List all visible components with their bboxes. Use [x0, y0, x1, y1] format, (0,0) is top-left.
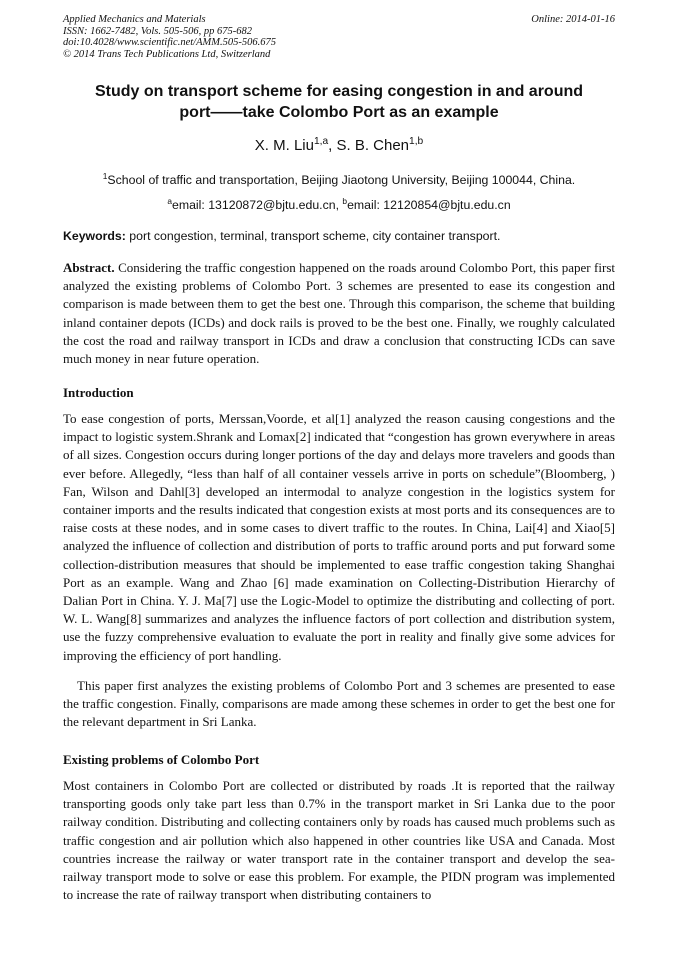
author-2-name: S. B. Chen	[336, 137, 410, 154]
title-line-2: port——take Colombo Port as an example	[179, 104, 499, 121]
paper-title	[63, 81, 615, 123]
issn-line: ISSN: 1662-7482, Vols. 505-506, pp 675-682	[63, 25, 252, 37]
introduction-heading: Introduction	[63, 385, 134, 400]
affiliation	[63, 170, 615, 187]
email-a-mark: a	[167, 195, 172, 206]
title-line-1: Study on transport scheme for easing congestion in and around	[94, 83, 584, 100]
email-line	[63, 195, 615, 212]
affiliation-mark: 1	[102, 170, 108, 181]
abstract-label: Abstract.	[63, 260, 115, 275]
author-2-affil-mark: 1,b	[409, 136, 424, 147]
email-b-mark: b	[342, 195, 348, 206]
online-date: Online: 2014-01-16	[531, 14, 615, 25]
abstract-text: Considering the traffic congestion happened on the roads around Colombo Port, this paper first analyzed the existing problems of Colombo Port. 3 schemes are presented to ease its congestion and comparison is made between them to get the best one. Through this comparison, the scheme that building inland container depots (ICDs) and dock rails is proved to be the best one. Finally, we roughly calculated the cost the road and railway transport in ICDs and draw a conclusion that constructing ICDs can save much money in near future operation.	[63, 260, 615, 367]
existing-problems-heading: Existing problems of Colombo Port	[63, 752, 260, 767]
author-1-affil-mark: 1,a	[313, 136, 329, 147]
introduction-paragraph-1: To ease congestion of ports, Merssan,Voorde, et al[1] analyzed the reason causing congestions and the impact to logistic system.Shrank and Lomax[2] indicated that “congestion has grown everywhere in areas of all sizes. Congestion occurs during longer portions of the day and delays more travelers and goods than ever before. Allegedly, “less than half of all container vessels arrive in ports on schedule”(Bloomberg, ) Fan, Wilson and Dahl[3] developed an intermodal to analyze congestion in the logistics system for container imports and the results indicated that congestion exists at most ports and its consequences are to raise costs at these nodes, and in some cases to divert traffic to the routes. In China, Lai[4] and Xiao[5] analyzed the influence of collection and distribution of ports to traffic around ports and put forward some collection-distribution measures that should be implemented to ease traffic congestion taking Shanghai Port as an example. Wang and Zhao [6] made examination on Collecting-Distribution Hierarchy of Dalian Port in China. Y. J. Ma[7] use the Logic-Model to optimize the distributing and collecting of port. W. L. Wang[8] summarizes and analyzes the influence factors of port collection and distribution system, use the fuzzy comprehensive evaluation to evaluate the port in reality and finally give some advices for improving the efficiency of port handling.	[63, 411, 615, 663]
keywords	[63, 229, 615, 243]
author-list	[63, 137, 615, 154]
journal-name: Applied Mechanics and Materials	[63, 14, 206, 25]
abstract	[63, 259, 615, 368]
email-b: email: 12120854@bjtu.edu.cn	[347, 198, 511, 212]
author-separator: ,	[328, 137, 337, 154]
keywords-label: Keywords:	[63, 229, 126, 243]
email-a: email: 13120872@bjtu.edu.cn,	[172, 198, 343, 212]
keywords-text: port congestion, terminal, transport scheme, city container transport.	[125, 229, 501, 243]
doi-line: doi:10.4028/www.scientific.net/AMM.505-506.675	[63, 37, 276, 49]
copyright-line: © 2014 Trans Tech Publications Ltd, Switzerland	[63, 48, 271, 60]
author-1-name: X. M. Liu	[254, 137, 314, 154]
existing-problems-paragraph: Most containers in Colombo Port are collected or distributed by roads .It is reported that the railway transporting goods only take part less than 0.7% in the transport market in Sri Lanka due to the poor railway condition. Distributing and collecting containers only by roads has caused much problems such as traffic congestion and air pollution which also happened in other countries like USA and Canada. Most countries increase the railway or water transport rate in the container transport and develop the sea-railway transport mode to solve or ease this problem. For example, the PIDN program was implemented to increase the rate of railway transport when distributing containers to	[63, 778, 615, 903]
affiliation-text: School of traffic and transportation, Beijing Jiaotong University, Beijing 100044, China.	[107, 173, 576, 187]
introduction-paragraph-2: This paper first analyzes the existing problems of Colombo Port and 3 schemes are presented to ease the traffic congestion. Finally, comparisons are made among these schemes in order to get the best one for the relevant department in Sri Lanka.	[63, 678, 615, 730]
journal-meta	[63, 14, 276, 60]
